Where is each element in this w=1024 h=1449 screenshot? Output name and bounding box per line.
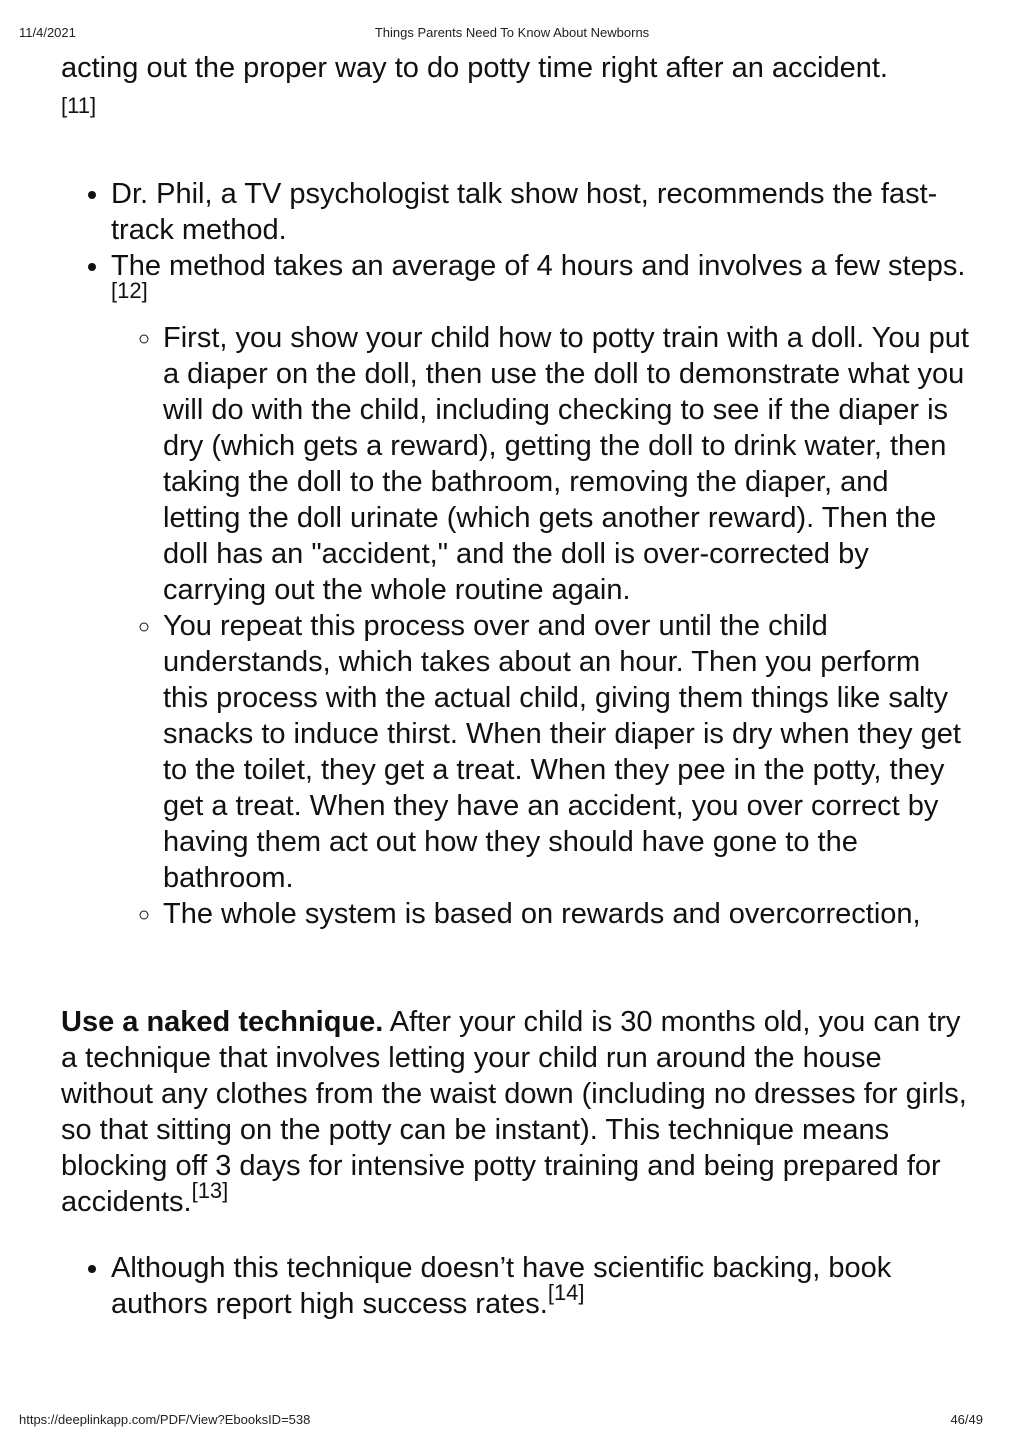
list-item xyxy=(111,1250,971,1322)
section-paragraph xyxy=(61,1004,971,1220)
reference-link[interactable]: [13] xyxy=(191,1178,229,1204)
sub-list-item xyxy=(163,608,971,896)
page-content xyxy=(61,50,971,1322)
bullet-list xyxy=(61,176,971,932)
reference-link[interactable]: [12] xyxy=(111,278,148,304)
reference-link[interactable]: [14] xyxy=(547,1280,585,1306)
sub-bullet-text: First, you show your child how to potty train with a doll. You put a diaper on the doll, then use the doll to demonstrate what you will do with the child, including checking to see if the diaper is dry (which gets a reward), getting the doll to drink water, then taking the doll to the bathroom, removing the diaper, and letting the doll urinate (which gets another reward). Then the doll has an "accident," and the doll is over-corrected by carrying out the whole routine again. xyxy=(163,322,969,606)
list-item xyxy=(111,248,971,932)
list-item xyxy=(111,176,971,248)
bullet-text: The method takes an average of 4 hours and involves a few steps. xyxy=(111,250,966,282)
intro-reference-link[interactable]: [11] xyxy=(61,93,97,118)
bullet-text: Dr. Phil, a TV psychologist talk show host, recommends the fast-track method. xyxy=(111,178,938,246)
header-title: Things Parents Need To Know About Newborns xyxy=(374,25,650,40)
sub-bullet-list xyxy=(111,320,971,932)
sub-list-item xyxy=(163,320,971,608)
intro-text: acting out the proper way to do potty time right after an accident. xyxy=(61,52,888,84)
final-bullet-list xyxy=(61,1250,971,1322)
section-heading: Use a naked technique. xyxy=(61,1006,384,1038)
header-date: 11/4/2021 xyxy=(19,25,76,40)
sub-list-item xyxy=(163,896,971,932)
sub-bullet-text: The whole system is based on rewards and overcorrection, xyxy=(163,898,921,930)
section-body: After your child is 30 months old, you can try a technique that involves letting your child run around the house without any clothes from the waist down (including no dresses for girls, so that sitting on the potty can be instant). This technique means blocking off 3 days for intensive potty training and being prepared for accidents. xyxy=(61,1006,967,1218)
footer-url: https://deeplinkapp.com/PDF/View?EbooksID=538 xyxy=(19,1412,311,1427)
intro-paragraph xyxy=(61,50,971,122)
footer-page-number: 46/49 xyxy=(950,1412,983,1427)
sub-bullet-text: You repeat this process over and over until the child understands, which takes about an hour. Then you perform this process with the actual child, giving them things like salty snacks to induce thirst. When their diaper is dry when they get to the toilet, they get a treat. When they pee in the potty, they get a treat. When they have an accident, you over correct by having them act out how they should have gone to the bathroom. xyxy=(163,610,961,894)
bullet-text: Although this technique doesn’t have scientific backing, book authors report high success rates. xyxy=(111,1252,892,1320)
